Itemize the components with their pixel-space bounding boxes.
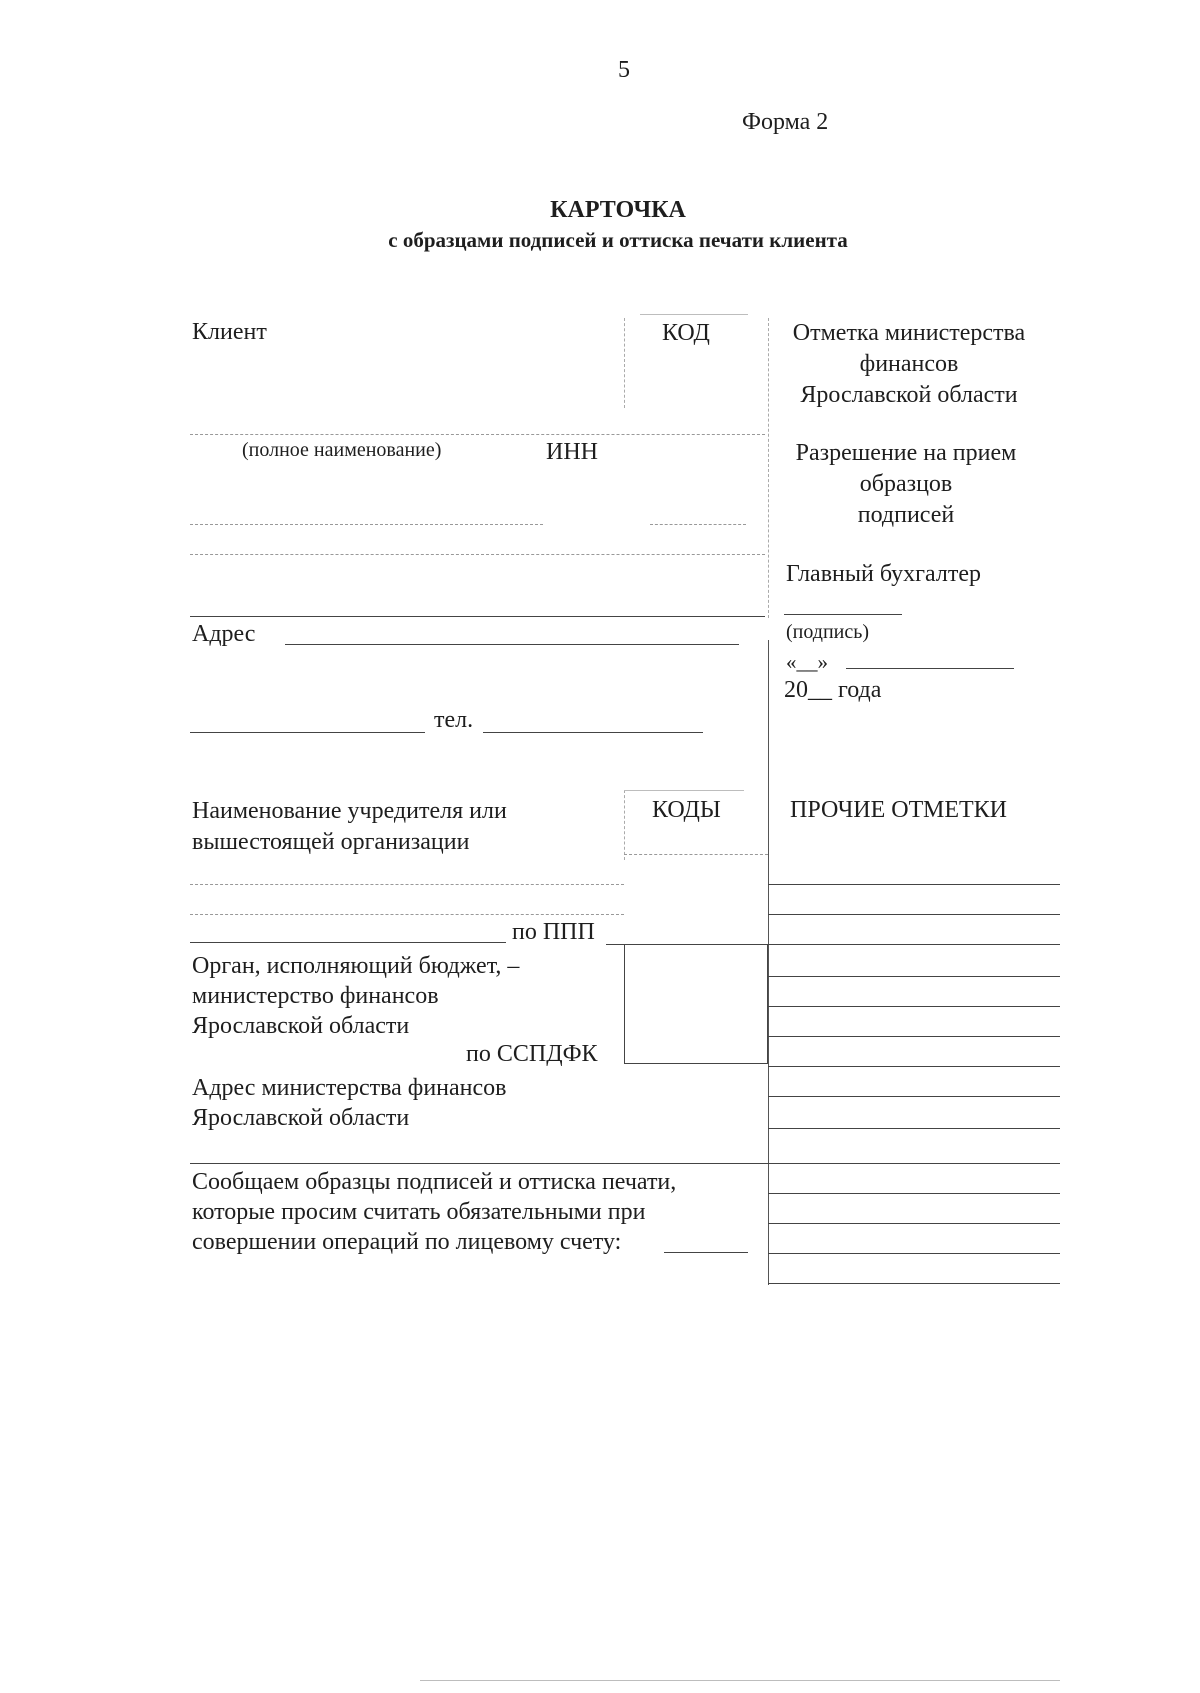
full-name-caption: (полное наименование) [242,439,442,461]
founder-line-1[interactable] [190,884,624,885]
sspdfk-label: по ССПДФК [466,1041,598,1067]
other-marks-line-9[interactable] [768,1128,1060,1129]
other-marks-line-4[interactable] [768,976,1060,977]
sspdfk-code-box[interactable] [624,944,768,1064]
address-label: Адрес [192,621,256,647]
chief-signature-line[interactable] [784,614,902,615]
kod-top-line [640,314,748,315]
tel-line[interactable] [483,732,703,733]
kody-bottom-line [624,854,768,855]
founder-line-2[interactable] [190,914,624,915]
client-block-bottom-line [190,616,765,617]
address-line-2[interactable] [190,732,425,733]
footer-scan-line [420,1680,1060,1681]
chief-accountant-label: Главный бухгалтер [786,561,981,587]
kody-top-line [624,790,744,791]
kod-column-divider [624,318,625,408]
other-marks-line-3[interactable] [768,944,1060,945]
client-label: Клиент [192,319,267,345]
other-marks-line-6[interactable] [768,1036,1060,1037]
year-line: 20__ года [784,677,882,703]
message-top-line [190,1163,768,1164]
card-subtitle: с образцами подписей и оттиска печати клиента [388,228,848,252]
card-title: КАРТОЧКА [550,197,686,223]
other-marks-line-5[interactable] [768,1006,1060,1007]
other-marks-line-11[interactable] [768,1193,1060,1194]
ministry-mark: Отметка министерства финансов Ярославской области [792,320,1026,408]
page-number: 5 [618,57,630,83]
other-marks-line-12[interactable] [768,1223,1060,1224]
message-line-3: совершении операций по лицевому счету: [192,1229,622,1255]
client-name-line-3[interactable] [190,554,765,555]
inn-label: ИНН [546,439,598,465]
founder-label: Наименование учредителя или вышестоящей организации [192,798,507,855]
date-month-line[interactable] [846,668,1014,669]
other-marks-line-2[interactable] [768,914,1060,915]
inn-value-line[interactable] [650,524,746,525]
other-marks-line-13[interactable] [768,1253,1060,1254]
kody-column-divider [624,790,625,860]
right-column-divider-top [768,318,769,618]
client-name-line-2[interactable] [190,524,543,525]
permission-text: Разрешение на прием образцов подписей [795,440,1017,528]
ppp-label: по ППП [512,919,595,945]
ministry-address: Адрес министерства финансов Ярославской области [192,1075,507,1131]
account-number-line[interactable] [664,1252,748,1253]
kod-label: КОД [662,320,710,346]
client-name-line[interactable] [190,434,765,435]
kody-label: КОДЫ [652,797,721,823]
other-marks-line-7[interactable] [768,1066,1060,1067]
other-marks-line-10[interactable] [768,1163,1060,1164]
founder-line-3[interactable] [190,942,506,943]
other-marks-line-8[interactable] [768,1096,1060,1097]
message-line-2: которые просим считать обязательными при [192,1199,646,1225]
tel-label: тел. [434,707,474,733]
message-line-1: Сообщаем образцы подписей и оттиска печати, [192,1169,677,1195]
budget-organ: Орган, исполняющий бюджет, – министерство финансов Ярославской области [192,953,520,1039]
other-marks-line-1[interactable] [768,884,1060,885]
right-column-divider-bottom [768,640,769,1285]
other-marks-line-14[interactable] [768,1283,1060,1284]
other-marks-label: ПРОЧИЕ ОТМЕТКИ [790,797,1007,823]
signature-caption: (подпись) [786,621,870,643]
form-label: Форма 2 [742,109,829,135]
address-line[interactable] [285,644,739,645]
date-quote: «__» [786,650,828,674]
